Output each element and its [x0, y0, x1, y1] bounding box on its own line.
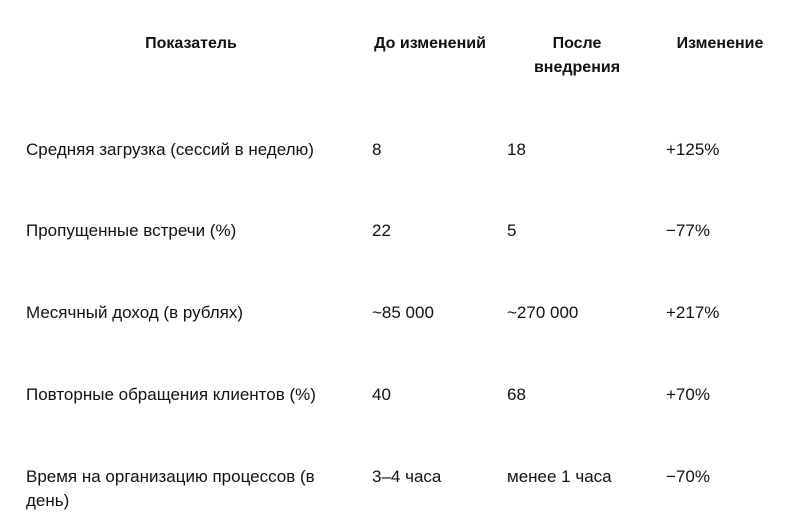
row-after: 68: [507, 385, 526, 404]
row-after: ~270 000: [507, 303, 579, 322]
table-row: [0, 138, 802, 188]
table-row: [0, 465, 802, 515]
table-row: [0, 301, 802, 351]
row-change: −77%: [666, 221, 710, 240]
header-after: После внедрения: [533, 35, 621, 76]
row-change: −70%: [666, 467, 710, 486]
row-after: менее 1 часа: [507, 467, 612, 486]
header-change: Изменение: [676, 35, 764, 52]
row-indicator: Время на организацию процессов (в день): [26, 467, 315, 510]
row-after: 18: [507, 140, 526, 159]
row-change: +70%: [666, 385, 710, 404]
row-before: 22: [372, 221, 391, 240]
header-before: До изменений: [374, 35, 486, 52]
row-after: 5: [507, 221, 517, 240]
row-indicator: Повторные обращения клиентов (%): [26, 385, 316, 404]
table-header-row: [0, 32, 802, 84]
table-row: [0, 219, 802, 269]
row-indicator: Месячный доход (в рублях): [26, 303, 244, 322]
row-change: +125%: [666, 140, 720, 159]
table-row: [0, 383, 802, 433]
row-indicator: Средняя загрузка (сессий в неделю): [26, 140, 314, 159]
row-before: 8: [372, 140, 382, 159]
row-before: ~85 000: [372, 303, 434, 322]
row-before: 40: [372, 385, 391, 404]
row-indicator: Пропущенные встречи (%): [26, 221, 237, 240]
header-indicator: Показатель: [145, 35, 237, 52]
row-change: +217%: [666, 303, 720, 322]
row-before: 3–4 часа: [372, 467, 442, 486]
